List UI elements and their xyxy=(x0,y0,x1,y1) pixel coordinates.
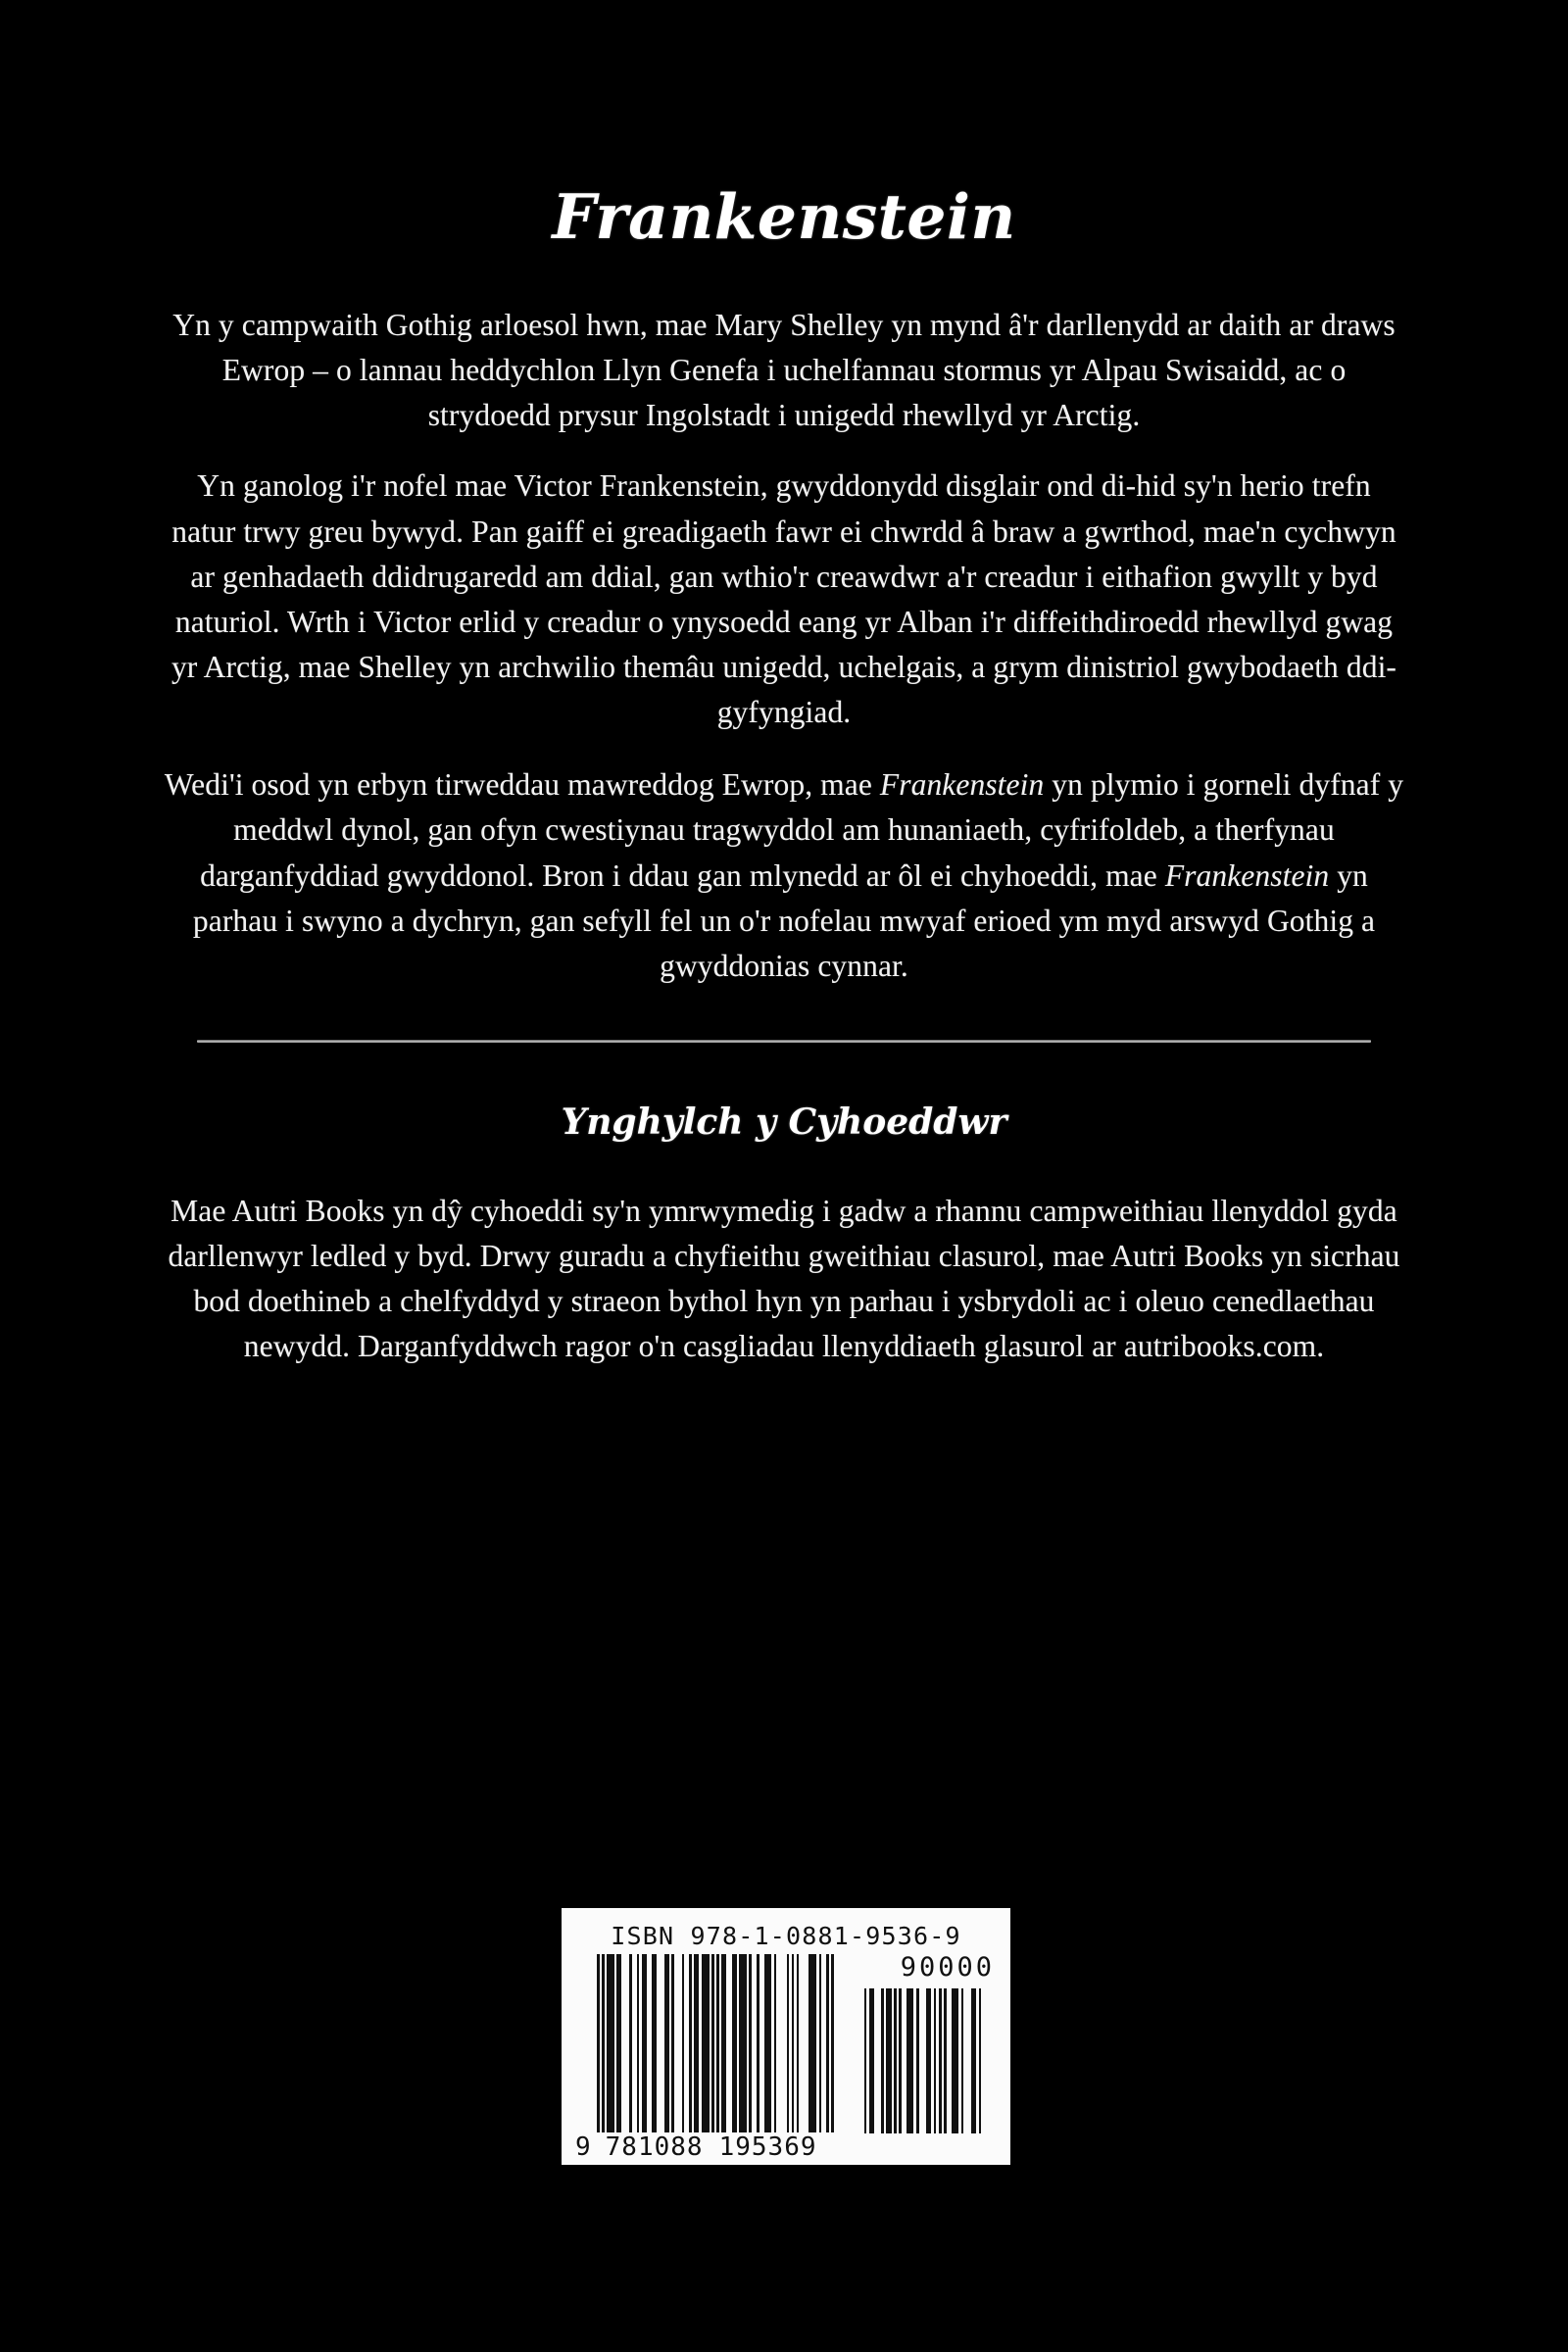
blurb-paragraph-3-title-mention-1: Frankenstein xyxy=(879,767,1045,803)
ean13-digit-first: 9 xyxy=(575,2132,592,2162)
blurb-paragraph-3-text-1: Wedi'i osod yn erbyn tirweddau mawreddog Ewrop, mae xyxy=(164,767,880,803)
blurb-paragraph-3-title-mention-2: Frankenstein xyxy=(1164,858,1330,893)
ean13-digit-group2: 195369 xyxy=(718,2132,817,2162)
section-divider-wrap xyxy=(162,1014,1406,1043)
barcode-row xyxy=(575,1954,997,2160)
ean13-digit-group1: 781088 xyxy=(605,2132,704,2162)
ean13-digits xyxy=(575,2132,858,2160)
ean13-bars xyxy=(575,1954,858,2132)
page-title: Frankenstein xyxy=(552,180,1016,253)
blurb-paragraph-3 xyxy=(162,762,1406,989)
blurb-paragraph-3-text-3: yn parhau i swyno a dychryn, gan sefyll fel un o'r nofelau mwyaf erioed ym myd arswyd Gothig a gwyddonias cynnar. xyxy=(192,858,1376,983)
publisher-description: Mae Autri Books yn dŷ cyhoeddi sy'n ymrwymedig i gadw a rhannu campweithiau llenyddol gyda darllenwyr ledled y byd. Drwy guradu a chyfieithu gweithiau clasurol, mae Autri Books yn sicrhau bod doethineb a chelfyddyd y straeon bythol hyn yn parhau i ysbrydoli ac i oleuo cenedlaethau newydd. Darganfyddwch ragor o'n casgliadau llenyddiaeth glasurol ar autribooks.com. xyxy=(168,1193,1400,1364)
barcode-block xyxy=(562,1908,1010,2165)
blurb-paragraph-1: Yn y campwaith Gothig arloesol hwn, mae Mary Shelley yn mynd â'r darllenydd ar daith ar draws Ewrop – o lannau heddychlon Llyn Genefa i uchelfannau stormus yr Alpau Swisaidd, ac o strydoedd prysur Ingolstadt i unigedd rhewllyd yr Arctig. xyxy=(172,308,1396,433)
isbn-text: ISBN 978-1-0881-9536-9 xyxy=(611,1922,961,1950)
section-divider xyxy=(197,1040,1371,1043)
blurb-paragraph-3-text-2: yn plymio i gorneli dyfnaf y meddwl dynol, gan ofyn cwestiynau tragwyddol am hunaniaeth, cyfrifoldeb, a therfynau darganfyddiad gwyddonol. Bron i ddau gan mlynedd ar ôl ei chyhoeddi, mae xyxy=(200,767,1404,893)
blurb-paragraph-2: Yn ganolog i'r nofel mae Victor Frankenstein, gwyddonydd disglair ond di-hid sy'n herio trefn natur trwy greu bywyd. Pan gaiff ei greadigaeth fawr ei chwrdd â braw a gwrthod, mae'n cychwyn ar genhadaeth ddidrugaredd am ddial, gan wthio'r creawdwr a'r creadur i eithafion gwyllt y byd naturiol. Wrth i Victor erlid y creadur o ynysoedd eang yr Alban i'r diffeithdiroedd rhewllyd gwag yr Arctig, mae Shelley yn archwilio themâu unigedd, uchelgais, a grym dinistriol gwybodaeth ddi-gyfyngiad. xyxy=(171,468,1397,730)
ean5-bars xyxy=(861,1988,997,2133)
ean5-barcode xyxy=(859,1954,997,2133)
ean13-barcode xyxy=(575,1954,858,2160)
blurb-section xyxy=(162,303,1406,989)
publisher-section-heading: Ynghylch y Cyhoeddwr xyxy=(561,1101,1007,1143)
ean5-digits: 90000 xyxy=(900,1952,995,1983)
